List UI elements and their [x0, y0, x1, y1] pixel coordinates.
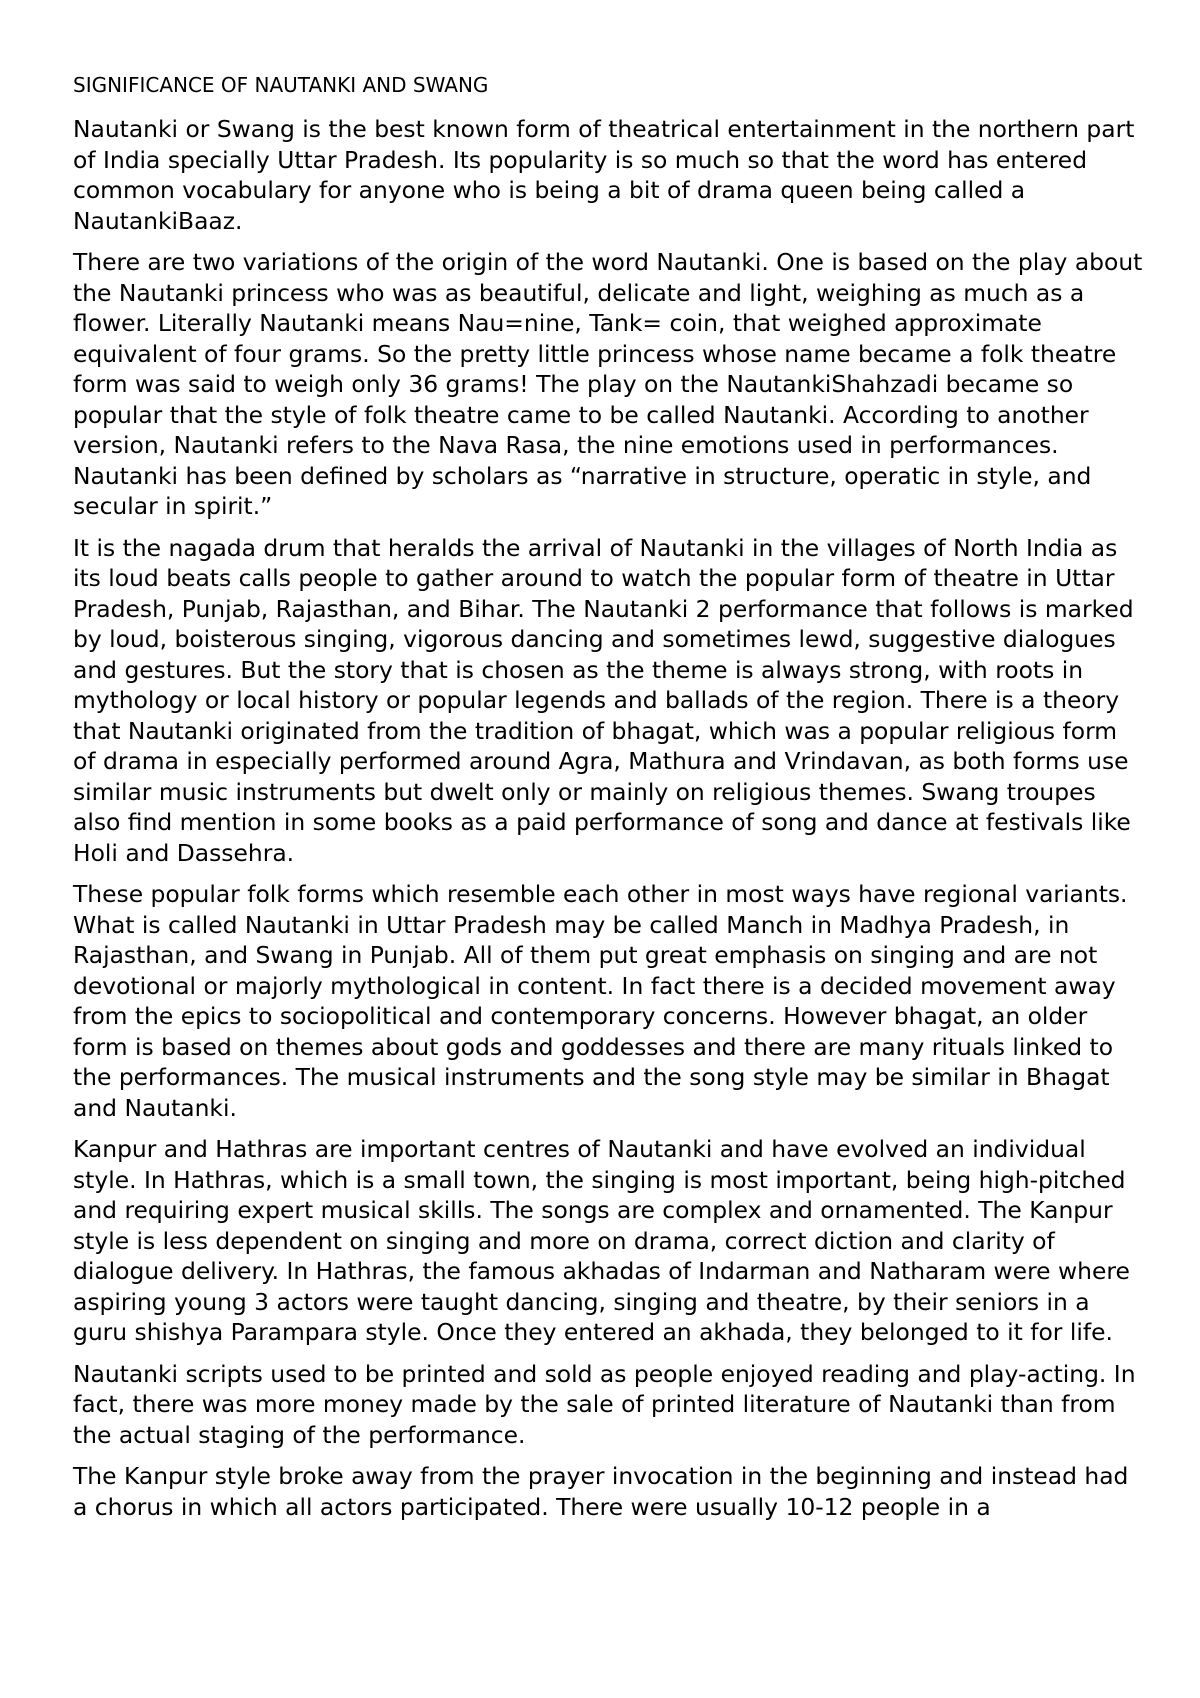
paragraph-1: Nautanki or Swang is the best known form of theatrical entertainment in the northern part of India specially Uttar Pradesh. Its popularity is so much so that the word has entered common vocabulary for anyone who is being a bit of drama queen being called a NautankiBaaz.: [73, 115, 1135, 235]
paragraph-3: It is the nagada drum that heralds the arrival of Nautanki in the villages of North India as its loud beats calls people to gather around to watch the popular form of theatre in Uttar Pradesh, Punjab, Rajasthan, and Bihar. The Nautanki 2 performance that follows is marked by loud, boisterous singing, vigorous dancing and sometimes lewd, suggestive dialogues and gestures. But the story that is chosen as the theme is always strong, with roots in mythology or local history or popular legends and ballads of the region. There is a theory that Nautanki originated from the tradition of bhagat, which was a popular religious form of drama in especially performed around Agra, Mathura and Vrindavan, as both forms use similar music instruments but dwelt only or mainly on religious themes. Swang troupes also find mention in some books as a paid performance of song and dance at festivals like Holi and Dassehra.: [73, 533, 1134, 867]
paragraph-5: Kanpur and Hathras are important centres of Nautanki and have evolved an individual style. In Hathras, which is a small town, the singing is most important, being high-pitched and requiring expert musical skills. The songs are complex and ornamented. The Kanpur style is less dependent on singing and more on drama, correct diction and clarity of dialogue delivery. In Hathras, the famous akhadas of Indarman and Natharam were where aspiring young 3 actors were taught dancing, singing and theatre, by their seniors in a guru shishya Parampara style. Once they entered an akhada, they belonged to it for life.: [73, 1135, 1130, 1346]
paragraph-2: There are two variations of the origin of the word Nautanki. One is based on the play about the Nautanki princess who was as beautiful, delicate and light, weighing as much as a flower. Literally Nautanki means Nau=nine, Tank= coin, that weighed approximate equivalent of four grams. So the pretty little princess whose name became a folk theatre form was said to weigh only 36 grams! The play on the NautankiShahzadi became so popular that the style of folk theatre came to be called Nautanki. According to another version, Nautanki refers to the Nava Rasa, the nine emotions used in performances. Nautanki has been defined by scholars as “narrative in structure, operatic in style, and secular in spirit.”: [73, 248, 1143, 520]
paragraph-4: These popular folk forms which resemble each other in most ways have regional variants. What is called Nautanki in Uttar Pradesh may be called Manch in Madhya Pradesh, in Rajasthan, and Swang in Punjab. All of them put great emphasis on singing and are not devotional or majorly mythological in content. In fact there is a decided movement away from the epics to sociopolitical and contemporary concerns. However bhagat, an older form is based on themes about gods and goddesses and there are many rituals linked to the performances. The musical instruments and the song style may be similar in Bhagat and Nautanki.: [73, 880, 1128, 1122]
document-page: [73, 70, 1143, 1533]
document-title: SIGNIFICANCE OF NAUTANKI AND SWANG: [73, 73, 489, 97]
paragraph-7: The Kanpur style broke away from the prayer invocation in the beginning and instead had a chorus in which all actors participated. There were usually 10-12 people in a: [73, 1462, 1129, 1521]
paragraph-6: Nautanki scripts used to be printed and sold as people enjoyed reading and play-acting. In fact, there was more money made by the sale of printed literature of Nautanki than from the actual staging of the performance.: [73, 1359, 1136, 1449]
